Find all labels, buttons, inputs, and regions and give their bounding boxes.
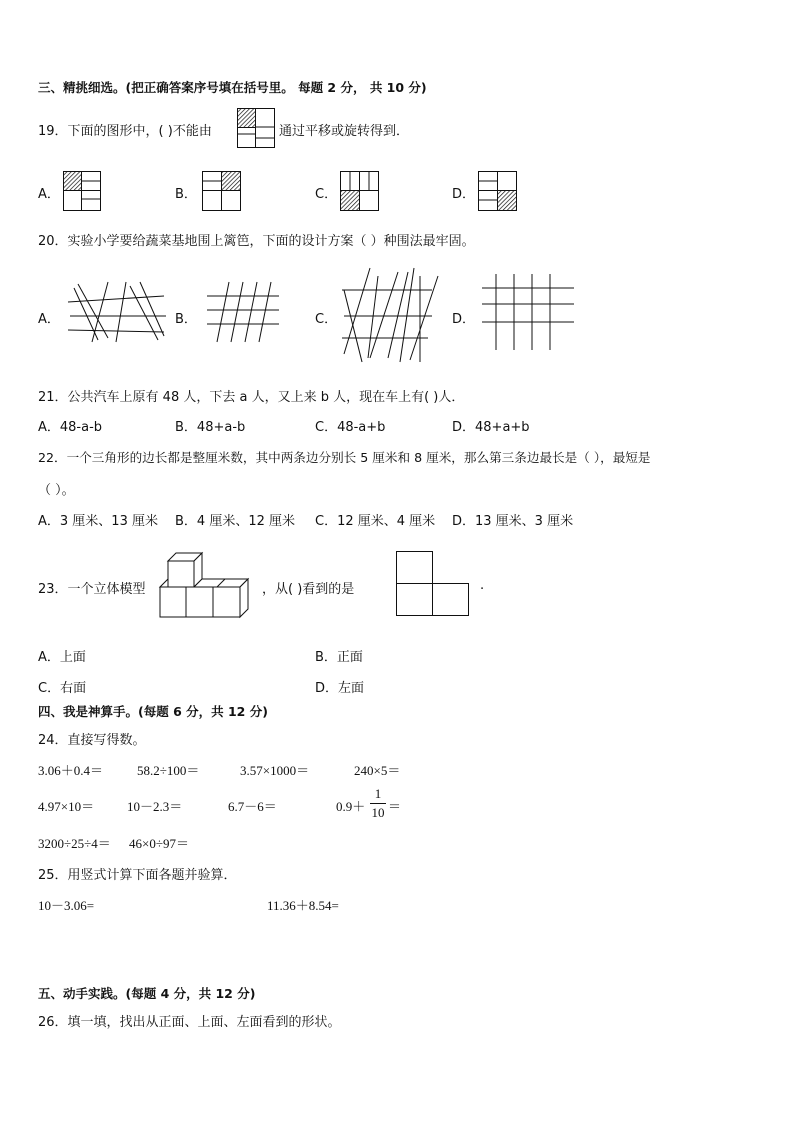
q20-option-d-label: D．	[452, 312, 476, 327]
q25-problem-1: 10－3.06=	[38, 898, 95, 913]
q22-text-line1: 22．一个三角形的边长都是整厘米数，其中两条边分别长 5 厘米和 8 厘米，那么第三条边最长是（ ），最短是	[38, 450, 651, 465]
fraction-numerator: 1	[374, 786, 382, 801]
q19-text-after: 通过平移或旋转得到．	[279, 124, 410, 139]
q24-problem-8-fraction	[370, 786, 386, 821]
fraction-bar	[370, 803, 386, 804]
q24-problem-8-prefix: 0.9＋	[336, 799, 366, 814]
q19-option-b-label: B．	[175, 187, 197, 202]
q20-option-a-label: A．	[38, 312, 60, 327]
q20-text: 20．实验小学要给蔬菜基地围上篱笆，下面的设计方案（ ）种围法最牢固。	[38, 234, 475, 249]
q24-problem-6: 10－2.3＝	[127, 799, 183, 814]
q23-text-middle: ，从( )看到的是	[262, 582, 355, 597]
q23-view-figure	[396, 551, 470, 617]
q22-option-d: D．13 厘米、3 厘米	[452, 514, 574, 529]
q21-option-c: C．48-a+b	[315, 420, 386, 435]
q20-option-b-label: B．	[175, 312, 197, 327]
q21-text: 21．公共汽车上原有 48 人，下去 a 人，又上来 b 人，现在车上有( )人．	[38, 390, 465, 405]
q24-problem-1: 3.06＋0.4＝	[38, 763, 104, 778]
section-5-title: 五、动手实践。(每题 4 分，共 12 分)	[38, 986, 256, 1001]
q20-option-d-figure	[482, 272, 576, 352]
q21-option-b: B．48+a-b	[175, 420, 246, 435]
q24-problem-3: 3.57×1000＝	[240, 763, 310, 778]
q19-option-a-figure	[63, 171, 101, 211]
q20-option-b-figure	[205, 280, 280, 345]
q20-option-c-label: C．	[315, 312, 338, 327]
q21-option-d: D．48+a+b	[452, 420, 530, 435]
q19-option-d-label: D．	[452, 187, 476, 202]
q19-reference-figure	[237, 108, 275, 148]
q25-problem-2: 11.36＋8.54=	[267, 898, 339, 913]
q26-text: 26．填一填，找出从正面、上面、左面看到的形状。	[38, 1015, 341, 1030]
q23-text-end: .	[480, 578, 485, 593]
q23-option-a: A．上面	[38, 650, 86, 665]
section-3-title: 三、精挑细选。(把正确答案序号填在括号里。 每题 2 分， 共 10 分)	[38, 80, 427, 95]
q22-option-c: C．12 厘米、4 厘米	[315, 514, 436, 529]
q23-option-b: B．正面	[315, 650, 363, 665]
q20-option-a-figure	[68, 280, 168, 345]
q21-option-a: A．48-a-b	[38, 420, 103, 435]
q19-option-d-figure	[478, 171, 517, 211]
q24-problem-5: 4.97×10＝	[38, 799, 95, 814]
section-4-title: 四、我是神算手。(每题 6 分，共 12 分)	[38, 704, 268, 719]
q24-problem-2: 58.2÷100＝	[137, 763, 200, 778]
q23-text-before: 23．一个立体模型	[38, 582, 146, 597]
q19-option-c-label: C．	[315, 187, 338, 202]
q24-text: 24．直接写得数。	[38, 733, 146, 748]
q23-solid-model-figure	[158, 551, 250, 621]
q24-problem-4: 240×5＝	[354, 763, 401, 778]
q23-option-d: D．左面	[315, 681, 365, 696]
q20-option-c-figure	[340, 266, 440, 364]
q24-problem-10: 46×0÷97＝	[129, 836, 189, 851]
q19-option-c-figure	[340, 171, 379, 211]
q19-option-a-label: A．	[38, 187, 60, 202]
q22-option-a: A．3 厘米、13 厘米	[38, 514, 158, 529]
q22-option-b: B．4 厘米、12 厘米	[175, 514, 295, 529]
q25-text: 25．用竖式计算下面各题并验算．	[38, 868, 237, 883]
q19-option-b-figure	[202, 171, 241, 211]
fraction-denominator: 10	[371, 805, 385, 820]
q22-text-line2: （ ）。	[38, 483, 75, 498]
q23-option-c: C．右面	[38, 681, 87, 696]
q19-text-before: 19．下面的图形中，( )不能由	[38, 124, 212, 139]
q24-problem-7: 6.7－6＝	[228, 799, 277, 814]
q24-problem-9: 3200÷25÷4＝	[38, 836, 111, 851]
q24-problem-8-suffix: ＝	[388, 799, 402, 814]
